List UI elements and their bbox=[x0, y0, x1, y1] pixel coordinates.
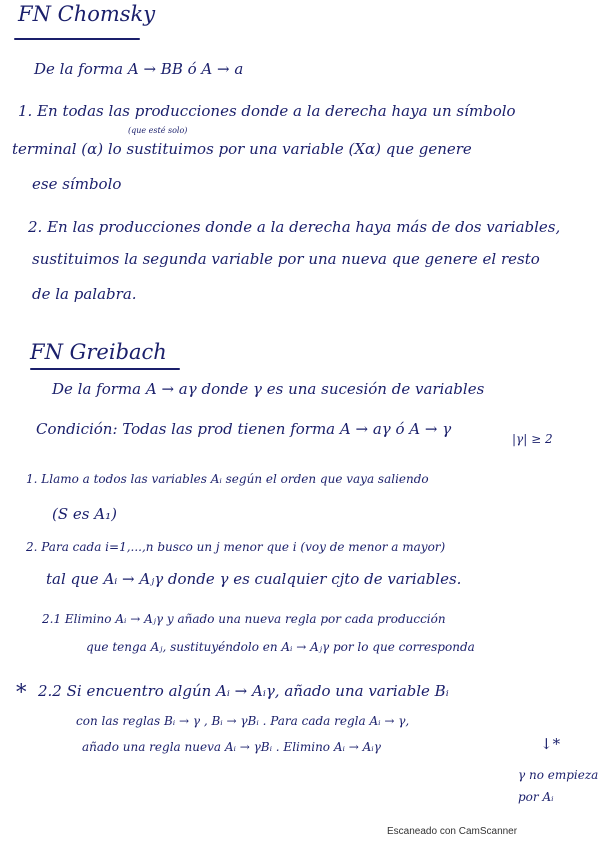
chomsky-title: FN Chomsky bbox=[18, 2, 156, 26]
greibach-title: FN Greibach bbox=[30, 340, 167, 364]
greibach-step21-line: 2.1 Elimino Aᵢ → Aⱼγ y añado una nueva regla por cada producción bbox=[42, 612, 446, 626]
greibach-side-note: por Aᵢ bbox=[518, 790, 554, 804]
chomsky-form: De la forma A → BB ó A → a bbox=[34, 60, 244, 78]
greibach-step2-line: tal que Aᵢ → Aⱼγ donde γ es cualquier cjto de variables. bbox=[46, 570, 462, 588]
chomsky-step2-line: sustituimos la segunda variable por una nueva que genere el resto bbox=[32, 250, 540, 268]
greibach-condition-note: |γ| ≥ 2 bbox=[512, 432, 553, 446]
chomsky-step2-line: de la palabra. bbox=[32, 285, 137, 303]
greibach-step2-line: 2. Para cada i=1,...,n busco un j menor que i (voy de menor a mayor) bbox=[26, 540, 446, 554]
greibach-step22-marker: * bbox=[16, 680, 27, 704]
chomsky-step1-line: ese símbolo bbox=[32, 175, 122, 193]
chomsky-title-underline bbox=[14, 38, 140, 40]
greibach-step1-line: 1. Llamo a todos las variables Aᵢ según el orden que vaya saliendo bbox=[26, 472, 429, 486]
scanner-watermark: Escaneado con CamScanner bbox=[387, 826, 518, 837]
chomsky-step2-line: 2. En las producciones donde a la derecha haya más de dos variables, bbox=[28, 218, 561, 236]
greibach-step21-line: que tenga Aⱼ, sustituyéndolo en Aᵢ → Aⱼγ por lo que corresponda bbox=[86, 640, 475, 654]
chomsky-step1-line: terminal (α) lo sustituimos por una variable (Xα) que genere bbox=[12, 140, 472, 158]
greibach-step22-line: añado una regla nueva Aᵢ → γBᵢ . Elimino Aᵢ → Aᵢγ bbox=[82, 740, 381, 754]
greibach-condition: Condición: Todas las prod tienen forma A → aγ ó A → γ bbox=[36, 420, 452, 438]
chomsky-step1-note: (que esté solo) bbox=[128, 126, 188, 135]
greibach-step22-line: con las reglas Bᵢ → γ , Bᵢ → γBᵢ . Para cada regla Aᵢ → γ, bbox=[76, 714, 410, 728]
greibach-side-arrow: ↓* bbox=[540, 735, 561, 753]
chomsky-step1-line: 1. En todas las producciones donde a la derecha haya un símbolo bbox=[18, 102, 516, 120]
greibach-title-underline bbox=[30, 368, 180, 370]
greibach-form: De la forma A → aγ donde γ es una sucesión de variables bbox=[52, 380, 485, 398]
greibach-step22-line: 2.2 Si encuentro algún Aᵢ → Aᵢγ, añado una variable Bᵢ bbox=[38, 682, 449, 700]
greibach-step1-line: (S es A₁) bbox=[52, 505, 117, 523]
greibach-side-note: γ no empieza bbox=[518, 768, 599, 782]
